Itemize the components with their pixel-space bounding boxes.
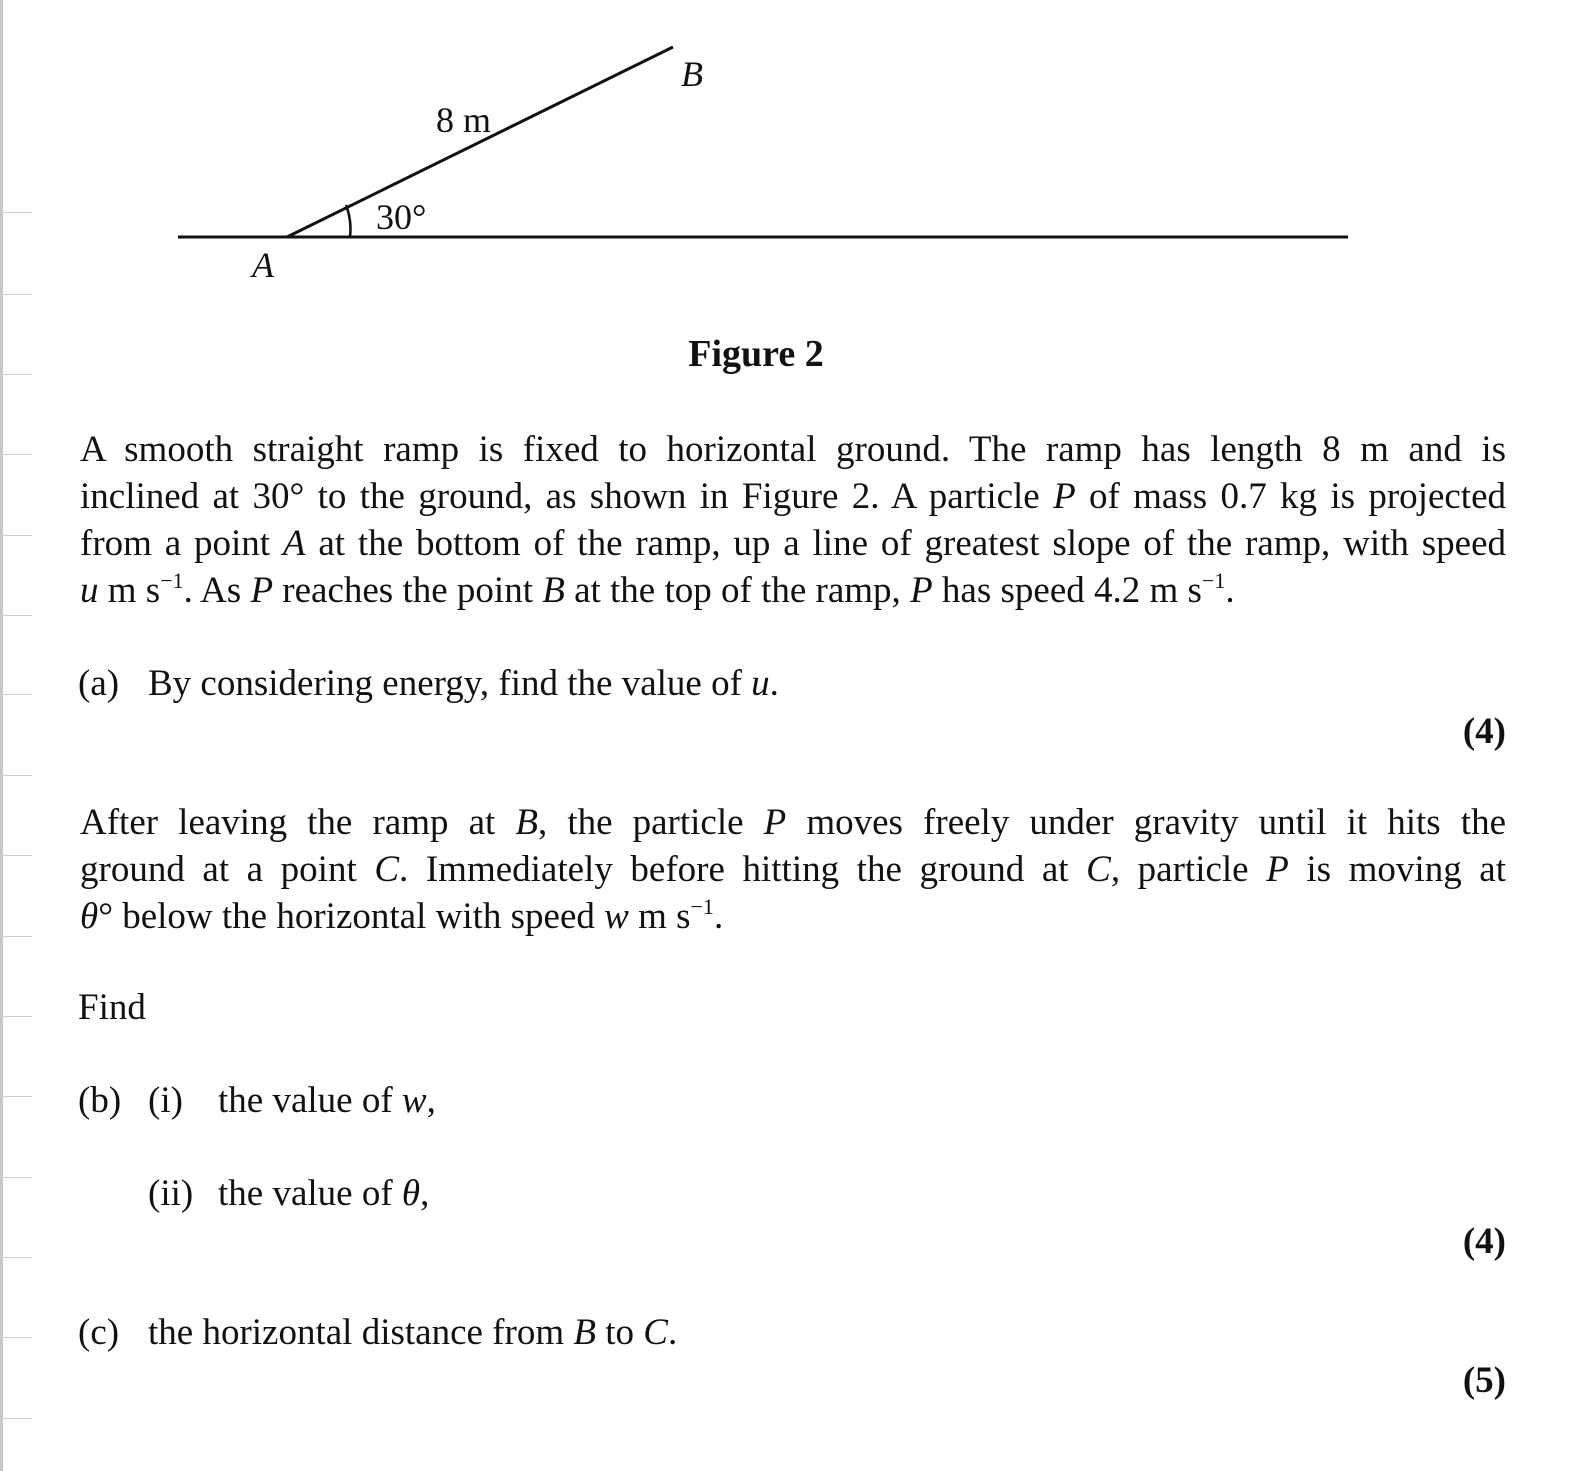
var-c: C [1086,849,1111,890]
angle-arc [346,205,351,237]
text-run: , particle [1110,849,1267,890]
text-run: ground at a point [80,849,375,890]
text-run: . Immediately before hitting the ground at [399,849,1087,890]
after-paragraph [80,799,1506,940]
var-c: C [643,1312,668,1353]
superscript: −1 [1201,568,1226,593]
part-c [78,1309,677,1356]
margin-tick [0,1418,32,1419]
part-a [78,660,779,707]
var-b: B [515,802,538,843]
ramp-length-label: 8 m [436,100,492,140]
var-w: w [401,1080,427,1121]
intro-line-2 [80,473,1506,520]
text-run: . [1225,570,1235,611]
var-a: A [282,523,306,564]
text-run: reaches the point [273,570,543,611]
after-line-2 [80,846,1506,893]
text-run: . [769,663,779,704]
part-a-label: (a) [78,663,120,704]
unit-text: m s [98,570,161,611]
var-p: P [250,570,274,611]
margin-tick [0,615,32,616]
after-line-1 [80,799,1506,846]
superscript: −1 [690,894,714,919]
part-b-i [78,1077,436,1124]
text-run: A smooth straight ramp is fixed to horizontal ground. The ramp has length 8 m and is [80,429,1506,470]
figure-caption: Figure 2 [688,333,824,375]
text-run: , [420,1173,430,1214]
text-run: at the top of the ramp, [564,570,911,611]
part-c-marks: (5) [1462,1360,1506,1401]
after-line-3 [80,893,1506,940]
part-b-label: (b) [78,1080,122,1121]
text-run: , [426,1080,436,1121]
margin-tick [0,1096,32,1097]
point-b-label: B [681,54,703,94]
part-c-text: the horizontal distance from [148,1312,574,1353]
part-a-marks: (4) [1462,711,1506,752]
angle-label: 30° [376,197,427,237]
var-b: B [573,1312,596,1353]
text-run: moves freely under gravity until it hits the [786,802,1506,843]
var-theta: θ [80,896,99,937]
text-run: of mass 0.7 kg is projected [1075,476,1506,517]
margin-tick [0,535,32,536]
margin-tick [0,1337,32,1338]
part-b-ii-text: the value of [218,1173,402,1214]
ramp-line [287,47,673,237]
margin-tick [0,1016,32,1017]
find-heading: Find [78,987,146,1028]
text-run: to [595,1312,644,1353]
part-b-i-label: (i) [148,1080,183,1121]
intro-line-1 [80,426,1506,473]
intro-line-3 [80,520,1506,567]
point-a-label: A [252,245,274,285]
part-a-text: By considering energy, find the value of [148,663,752,704]
ramp-figure [0,0,1578,320]
var-u: u [751,663,770,704]
var-p: P [1266,849,1289,890]
var-w: w [604,896,629,937]
text-run: . As [183,570,251,611]
text-run: from a point [80,523,283,564]
text-run: inclined at 30° to the ground, as shown in Figure 2. A particle [80,476,1054,517]
part-b-marks: (4) [1462,1221,1506,1262]
text-run: . [713,896,724,937]
text-run: . [667,1312,678,1353]
var-b: B [542,570,565,611]
var-u: u [80,570,99,611]
margin-tick [0,454,32,455]
margin-tick [0,694,32,695]
var-p: P [763,802,787,843]
var-p: P [910,570,933,611]
text-run: has speed 4.2 m s [932,570,1202,611]
var-theta: θ [401,1173,421,1214]
part-b-ii-label: (ii) [148,1173,194,1214]
text-run: at the bottom of the ramp, up a line of greatest slope of the ramp, with speed [305,523,1507,564]
var-c: C [374,849,400,890]
text-run: is moving at [1288,849,1506,890]
unit-text: m s [628,896,691,937]
var-p: P [1053,476,1076,517]
intro-paragraph [80,426,1506,614]
margin-tick [0,936,32,937]
superscript: −1 [160,568,184,593]
margin-tick [0,775,32,776]
text-run: , the particle [537,802,764,843]
text-run: After leaving the ramp at [80,802,516,843]
margin-tick [0,1177,32,1178]
text-run: ° below the horizontal with speed [98,896,605,937]
intro-line-4 [80,567,1506,614]
part-b-ii [148,1170,429,1217]
margin-tick [0,855,32,856]
part-c-label: (c) [78,1312,120,1353]
part-b-i-text: the value of [218,1080,402,1121]
margin-tick [0,1257,32,1258]
